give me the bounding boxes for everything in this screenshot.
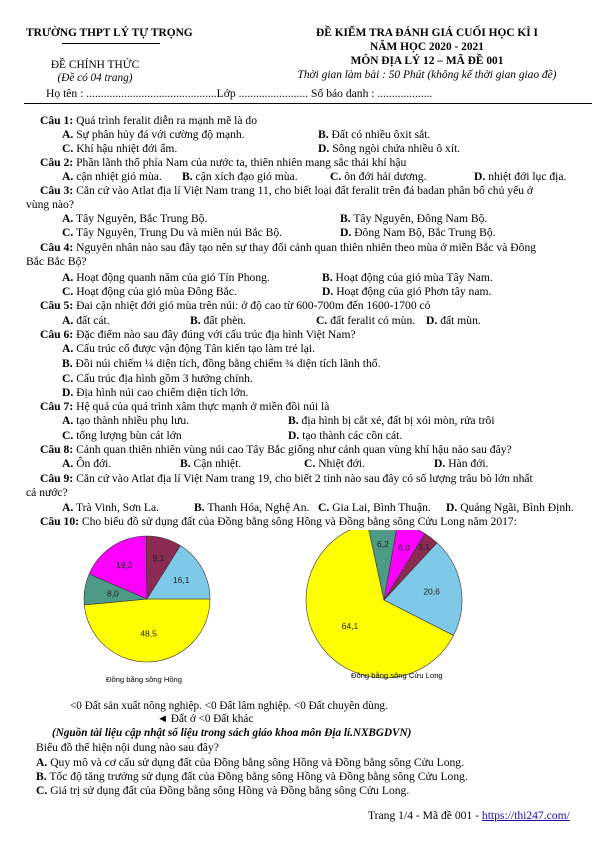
q7-option-b: B. địa hình bị cắt xẻ, đất bị xói mòn, rửa trôi xyxy=(288,414,495,427)
page-count: (Đề có 04 trang) xyxy=(57,72,133,84)
q4-option-a: A. Hoạt động quanh năm của gió Tín Phong. xyxy=(62,271,270,284)
q2-option-c: C. ôn đới hải dương. xyxy=(330,170,427,183)
pie-title-red-river: Đồng bằng sông Hồng xyxy=(106,675,182,684)
question-9-cont: cả nước? xyxy=(26,486,68,499)
q8-option-d: D. Hàn đới. xyxy=(434,457,489,470)
q7-option-d: D. tạo thành các cồn cát. xyxy=(288,429,403,442)
pie-slice-label: 8,0 xyxy=(106,588,119,599)
q8-option-b: B. Cận nhiệt. xyxy=(180,457,242,470)
school-year: NĂM HỌC 2020 - 2021 xyxy=(370,41,484,53)
question-5: Câu 5: Đai cận nhiệt đới gió mùa trên núi: ở độ cao từ 600-700m đến 1600-1700 có xyxy=(40,299,431,312)
question-7: Câu 7: Hệ quả của quá trình xâm thực mạnh ở miền đồi núi là xyxy=(40,400,330,413)
q2-option-d: D. nhiệt đới lục địa. xyxy=(474,170,567,183)
pie-slice-label: 18,3 xyxy=(116,559,133,570)
question-10: Câu 10: Cho biểu đồ sử dụng đất của Đồng bằng sông Hồng và Đồng bằng sông Cửu Long năm 2017: xyxy=(40,515,517,528)
pie-chart-mekong-delta xyxy=(306,530,462,678)
chart-legend-line2: ◄ Đất ở <0 Đất khác xyxy=(157,713,254,725)
pie-slice-label: 48,5 xyxy=(140,628,157,639)
q9-option-d: D. Quảng Ngãi, Bình Định. xyxy=(446,501,574,514)
q3-option-d: D. Đông Nam Bộ, Bắc Trung Bộ. xyxy=(340,226,496,239)
q10-option-b: B. Tốc độ tăng trưởng sử dụng đất của Đồng bằng sông Hồng và Đồng bằng sông Cửu Long. xyxy=(36,770,468,783)
pie-slice-label: 3,1 xyxy=(418,542,431,553)
q7-option-a: A. tạo thành nhiều phụ lưu. xyxy=(62,414,190,427)
q5-option-c: C. đất feralit có mùn. xyxy=(316,314,416,327)
pie-slice-label: 20,6 xyxy=(423,586,440,597)
q7-option-c: C. tổng lượng bùn cát lớn xyxy=(62,429,182,442)
question-2: Câu 2: Phần lãnh thổ phía Nam của nước ta, thiên nhiên mang sắc thái khí hậu xyxy=(40,156,407,169)
q9-option-a: A. Trà Vinh, Sơn La. xyxy=(62,501,160,514)
header-divider xyxy=(24,103,592,104)
q10-option-a: A. Quy mô và cơ cấu sử dụng đất của Đồng bằng sông Hồng và Đồng bằng sông Cửu Long. xyxy=(36,756,464,769)
pie-slice-label: 64,1 xyxy=(341,621,359,632)
school-underline xyxy=(62,43,160,44)
q3-option-b: B. Tây Nguyên, Đông Nam Bộ. xyxy=(340,212,488,225)
q1-option-a: A. Sự phân hủy đá với cường độ mạnh. xyxy=(62,128,245,141)
question-4: Câu 4: Nguyên nhân nào sau đây tạo nên sự thay đổi cảnh quan thiên nhiên theo mùa ở miền Bắc và Đông xyxy=(40,241,537,254)
q8-option-a: A. Ôn đới. xyxy=(62,457,112,470)
q10-option-c: C. Giá trị sử dụng đất của Đồng bằng sông Hồng và Đồng bằng sông Cửu Long. xyxy=(36,784,410,797)
question-1: Câu 1: Quá trình feralit diễn ra mạnh mẽ là do xyxy=(40,114,258,127)
q9-option-c: C. Gia Lai, Bình Thuận. xyxy=(318,501,431,514)
q5-option-a: A. đất cát. xyxy=(62,314,110,327)
q6-option-a: A. Cấu trúc cổ được vận động Tân kiến tạo làm trẻ lại. xyxy=(62,342,316,355)
q4-option-d: D. Hoạt động của gió Phơn tây nam. xyxy=(322,285,492,298)
exam-title: ĐỀ KIỂM TRA ĐÁNH GIÁ CUỐI HỌC KÌ I xyxy=(316,27,538,39)
q4-option-b: B. Hoạt động của gió mùa Tây Nam. xyxy=(322,271,493,284)
q6-option-b: B. Đồi núi chiếm ¼ diện tích, đồng bằng chiếm ¾ diện tích lãnh thổ. xyxy=(62,357,381,370)
q6-option-d: D. Địa hình núi cao chiếm diện tích lớn. xyxy=(62,386,249,399)
question-4-cont: Bắc Bắc Bộ? xyxy=(26,255,87,268)
q5-option-d: D. đất mùn. xyxy=(426,314,481,327)
student-info-line: Họ tên : .............................................Lớp ........................ Số báo danh : ................... xyxy=(46,87,433,100)
chart-legend-line1: <0 Đất sản xuất nông nghiệp. <0 Đất lâm nghiệp. <0 Đất chuyên dùng. xyxy=(70,700,388,712)
q5-option-b: B. đất phèn. xyxy=(190,314,247,327)
question-3: Câu 3: Căn cứ vào Atlat địa lí Việt Nam trang 11, cho biết loại đất feralit trên đá badan phân bố chủ yếu ở xyxy=(40,184,534,197)
pie-slice-label: 6,2 xyxy=(376,538,389,549)
exam-time: Thời gian làm bài : 50 Phút (không kể thời gian giao đề) xyxy=(297,69,557,81)
question-6: Câu 6: Đặc điểm nào sau đây đúng với cấu trúc địa hình Việt Nam? xyxy=(40,328,356,341)
question-3-cont: vùng nào? xyxy=(26,198,74,211)
q9-option-b: B. Thanh Hóa, Nghệ An. xyxy=(194,501,310,514)
q2-option-a: A. cận nhiệt gió mùa. xyxy=(62,170,162,183)
q3-option-c: C. Tây Nguyên, Trung Du và miền núi Bắc Bộ. xyxy=(62,226,283,239)
q10-prompt: Biểu đồ thể hiện nội dung nào sau đây? xyxy=(36,741,219,754)
q8-option-c: C. Nhiệt đới. xyxy=(304,457,365,470)
pie-slice-label: 16,1 xyxy=(172,575,190,586)
question-9: Câu 9: Căn cứ vào Atlat địa lí Việt Nam trang 19, cho biết 2 tỉnh nào sau đây có số lượng trâu bò lớn nhất xyxy=(40,472,533,485)
q6-option-c: C. Cấu trúc địa hình gồm 3 hướng chính. xyxy=(62,372,253,385)
pie-charts xyxy=(0,530,607,700)
q1-option-b: B. Đất có nhiều ôxit sắt. xyxy=(318,128,431,141)
q3-option-a: A. Tây Nguyên, Bắc Trung Bộ. xyxy=(62,212,208,225)
q2-option-b: B. cận xích đạo gió mùa. xyxy=(182,170,298,183)
official-label: ĐỀ CHÍNH THỨC xyxy=(50,59,140,71)
q4-option-c: C. Hoạt động của gió mùa Đông Bắc. xyxy=(62,285,237,298)
pie-chart-red-river-delta xyxy=(84,536,210,662)
data-source: (Nguồn tài liệu cập nhật số liệu trong sách giáo khoa môn Địa lí.NXBGDVN) xyxy=(52,727,412,739)
question-8: Câu 8: Cảnh quan thiên nhiên vùng núi cao Tây Bắc giống như cảnh quan vùng khí hậu nào sau đây? xyxy=(40,443,512,456)
pie-title-mekong: Đồng bằng sông Cửu Long xyxy=(351,671,443,680)
school-name: TRƯỜNG THPT LÝ TỰ TRỌNG xyxy=(26,27,193,39)
q1-option-c: C. Khí hậu nhiệt đới ẩm. xyxy=(62,142,178,155)
footer-link[interactable]: https://thi247.com/ xyxy=(481,809,570,822)
pie-slice-label: 6,0 xyxy=(398,542,410,553)
q1-option-d: D. Sông ngòi chứa nhiều ô xít. xyxy=(318,142,461,155)
pie-slice-label: 9,1 xyxy=(152,552,165,563)
subject-code: MÔN ĐỊA LÝ 12 – MÃ ĐỀ 001 xyxy=(350,55,504,67)
page-footer: Trang 1/4 - Mã đề 001 - https://thi247.com/ xyxy=(368,809,570,822)
